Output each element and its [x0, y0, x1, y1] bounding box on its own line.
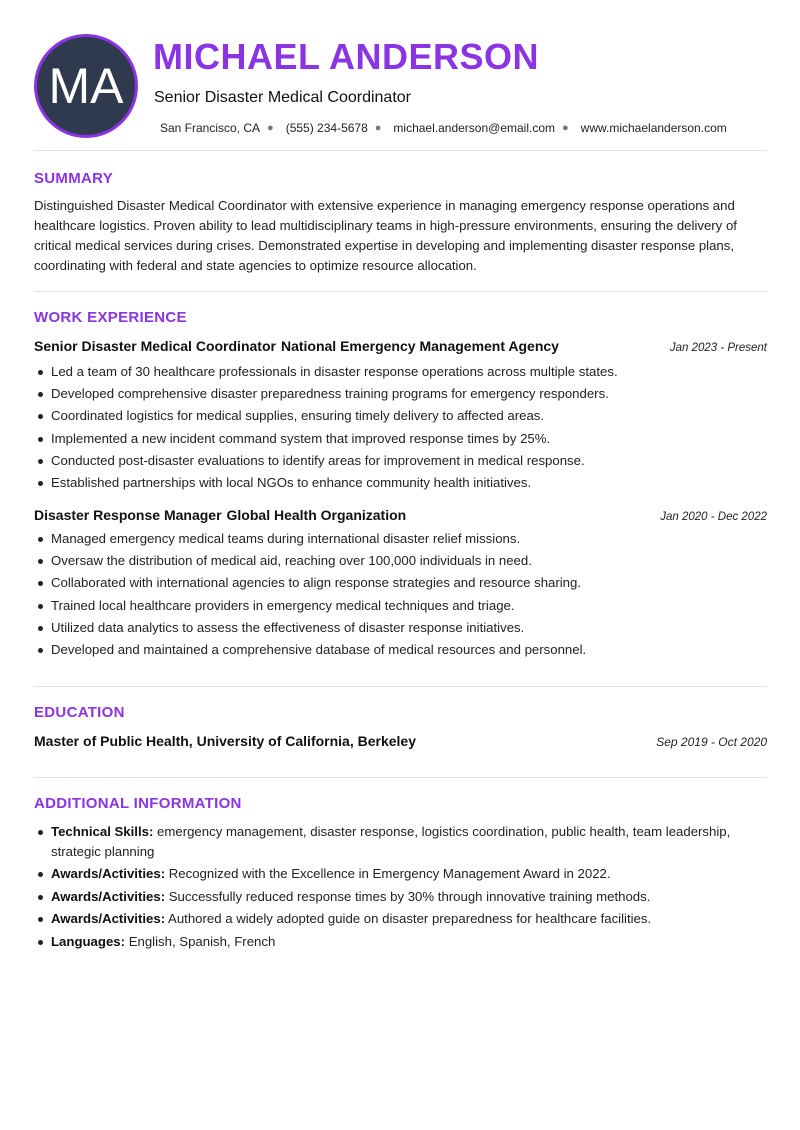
- divider: [34, 777, 767, 778]
- list-item: [34, 887, 767, 907]
- info-label: Awards/Activities:: [51, 888, 166, 904]
- job-dates: Jan 2020 - Dec 2022: [660, 511, 767, 523]
- separator-dot-icon: ●: [374, 122, 382, 134]
- contact-location: San Francisco, CA: [160, 121, 261, 135]
- education-degree: Master of Public Health, University of California, Berkeley: [34, 733, 416, 749]
- avatar-initials: MA: [48, 58, 124, 114]
- job-header: [34, 507, 767, 523]
- list-item: [34, 864, 767, 884]
- separator-dot-icon: ●: [562, 122, 569, 134]
- separator-dot-icon: ●: [267, 122, 274, 134]
- contact-bar: [160, 121, 727, 135]
- info-label: Languages:: [51, 933, 126, 949]
- info-text: Authored a widely adopted guide on disaster preparedness for healthcare facilities.: [168, 911, 652, 926]
- divider: [34, 150, 767, 151]
- list-item: Established partnerships with local NGOs to enhance community health initiatives.: [34, 472, 767, 494]
- divider: [34, 686, 767, 687]
- candidate-name: MICHAEL ANDERSON: [153, 36, 540, 77]
- contact-phone[interactable]: (555) 234-5678: [285, 121, 368, 135]
- job-role: Senior Disaster Medical Coordinator: [34, 338, 276, 354]
- summary-text: Distinguished Disaster Medical Coordinator with extensive experience in managing emergency response operations and healthcare logistics. Proven ability to lead multidisciplinary teams in high-pressure environments, ensuring the delivery of critical medical services during crises. Demonstrated expertise in developing and implementing disaster response plans, coordinating with federal and state agencies to optimize resource allocation.: [34, 198, 737, 273]
- work-experience-heading: WORK EXPERIENCE: [34, 309, 187, 326]
- info-text: Successfully reduced response times by 30% through innovative training methods.: [168, 888, 651, 904]
- list-item: [34, 822, 767, 861]
- avatar: [34, 34, 138, 138]
- list-item: Developed comprehensive disaster preparedness training programs for emergency responders.: [34, 383, 767, 405]
- info-label: Awards/Activities:: [51, 866, 166, 881]
- info-text: emergency management, disaster response, logistics coordination, public health, team leadership, strategic planning: [51, 824, 731, 859]
- list-item: Trained local healthcare providers in emergency medical techniques and triage.: [34, 595, 767, 617]
- divider: [34, 291, 767, 292]
- job-bullets: [34, 528, 767, 661]
- info-text: English, Spanish, French: [128, 933, 276, 949]
- info-label: Technical Skills:: [51, 824, 154, 839]
- education-heading: EDUCATION: [34, 704, 125, 721]
- info-text: Recognized with the Excellence in Emergency Management Award in 2022.: [168, 866, 611, 881]
- job-title-line: [34, 507, 406, 523]
- list-item: Developed and maintained a comprehensive database of medical resources and personnel.: [34, 639, 767, 661]
- job-organization: Global Health Organization: [226, 507, 407, 523]
- additional-info-heading: ADDITIONAL INFORMATION: [34, 795, 242, 812]
- list-item: Oversaw the distribution of medical aid, reaching over 100,000 individuals in need.: [34, 550, 767, 572]
- list-item: Collaborated with international agencies to align response strategies and resource sharing.: [34, 572, 767, 594]
- list-item: Implemented a new incident command system that improved response times by 25%.: [34, 428, 767, 450]
- job-header: [34, 338, 767, 354]
- list-item: Utilized data analytics to assess the effectiveness of disaster response initiatives.: [34, 617, 767, 639]
- job-dates: Jan 2023 - Present: [669, 342, 767, 354]
- info-label: Awards/Activities:: [51, 911, 166, 926]
- additional-info-list: [34, 822, 767, 954]
- contact-email[interactable]: michael.anderson@email.com: [393, 121, 556, 135]
- contact-website[interactable]: www.michaelanderson.com: [580, 121, 727, 135]
- job-bullets: [34, 361, 767, 494]
- list-item: Led a team of 30 healthcare professionals in disaster response operations across multiple states.: [34, 361, 767, 383]
- job-role: Disaster Response Manager: [34, 507, 222, 523]
- summary-heading: SUMMARY: [34, 170, 114, 187]
- list-item: Managed emergency medical teams during international disaster relief missions.: [34, 528, 767, 550]
- education-entry: [34, 733, 767, 749]
- job-organization: National Emergency Management Agency: [280, 338, 559, 354]
- list-item: Conducted post-disaster evaluations to identify areas for improvement in medical response.: [34, 450, 767, 472]
- education-dates: Sep 2019 - Oct 2020: [656, 735, 767, 749]
- list-item: Coordinated logistics for medical supplies, ensuring timely delivery to affected areas.: [34, 405, 767, 427]
- list-item: [34, 909, 767, 929]
- list-item: [34, 932, 767, 952]
- candidate-title: Senior Disaster Medical Coordinator: [154, 89, 411, 106]
- job-title-line: [34, 338, 559, 354]
